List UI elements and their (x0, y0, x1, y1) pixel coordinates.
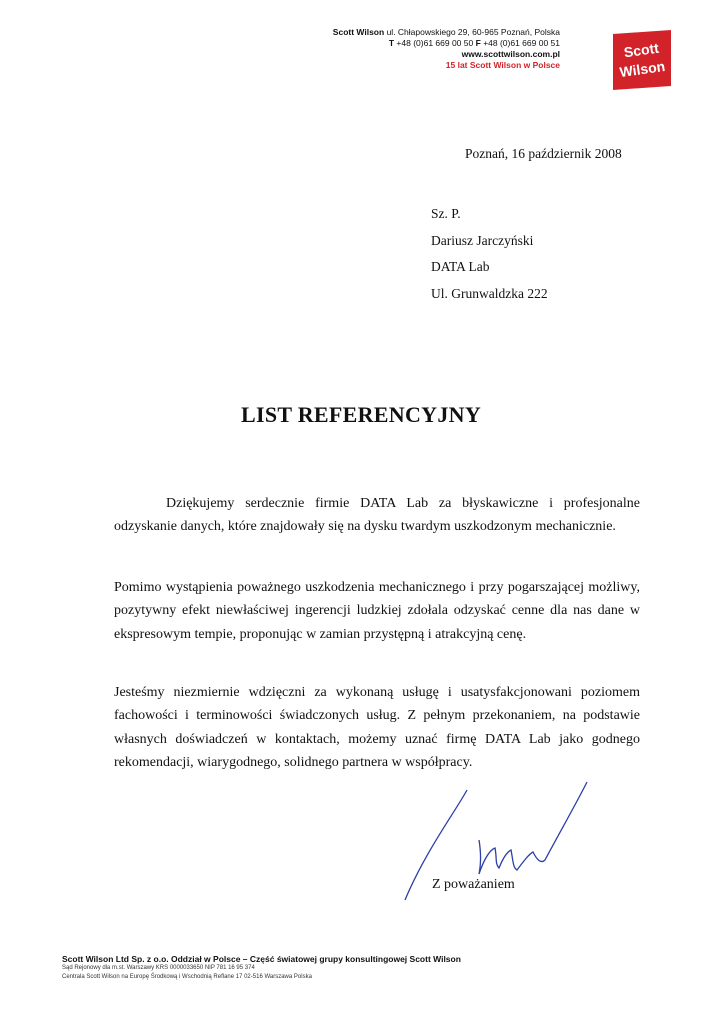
recipient-street: Ul. Grunwaldzka 222 (431, 285, 548, 301)
company-website: www.scottwilson.com.pl (461, 49, 560, 59)
footer-headquarters-line: Centrala Scott Wilson na Europę Środkową i Wschodnią Reflane 17 02-516 Warszawa Polska (62, 974, 312, 980)
letterhead (333, 27, 560, 71)
logo-text-line2: Wilson (618, 57, 667, 81)
body-paragraph-2: Pomimo wystąpienia poważnego uszkodzenia mechanicznego i przy pogarszającej możliwy, pozytywny efekt niewłaściwej ingerencji ludzkiej zdołala odzyskać cenne dla nas dane w ekspresowym tempie, proponując w zamian przystępną i atrakcyjną cenę. (114, 580, 640, 642)
signature-stroke-2 (479, 782, 587, 874)
footer-company-line: Scott Wilson Ltd Sp. z o.o. Oddział w Polsce – Część światowej grupy konsultingowej Scott Wilson (62, 954, 461, 964)
letter-date: Poznań, 16 październik 2008 (465, 146, 622, 161)
company-address: ul. Chłapowskiego 29, 60-965 Poznań, Polska (386, 27, 560, 37)
letterhead-address-line (333, 27, 560, 38)
footer-registration-line: Sąd Rejonowy dla m.st. Warszawy KRS 0000033650 NIP 781 16 95 374 (62, 965, 255, 971)
body-paragraph-1: Dziękujemy serdecznie firmie DATA Lab za błyskawiczne i profesjonalne odzyskanie danych, które znajdowały się na dysku twardym uszkodzonym mechanicznie. (114, 496, 640, 535)
company-tagline: 15 lat Scott Wilson w Polsce (445, 60, 560, 70)
letter-footer (62, 954, 461, 982)
letterhead-contact-line (333, 38, 560, 49)
closing-phrase: Z poważaniem (432, 877, 515, 892)
recipient-salutation: Sz. P. (431, 206, 461, 221)
fax-label: F (475, 38, 481, 48)
logo-text-line1: Scott (622, 39, 660, 61)
recipient-name: Dariusz Jarczyński (431, 232, 534, 248)
recipient-address-block (431, 206, 548, 312)
body-paragraph-3: Jesteśmy niezmiernie wdzięczni za wykonaną usługę i usatysfakcjonowani poziomem fachowości i terminowości świadczonych usług. Z pełnym przekonaniem, na podstawie własnych doświadczeń w kontaktach, możemy uznać firmę DATA Lab jako godnego rekomendacji, wiarygodnego, solidnego partnera w współpracy. (114, 685, 640, 770)
fax-number: +48 (0)61 669 00 51 (483, 38, 560, 48)
company-logo (613, 30, 671, 90)
phone-label: T (388, 38, 395, 48)
recipient-company: DATA Lab (431, 259, 490, 274)
letter-title: LIST REFERENCYJNY (240, 402, 482, 427)
company-name: Scott Wilson (332, 27, 385, 37)
phone-number: +48 (0)61 669 00 50 (396, 38, 474, 48)
